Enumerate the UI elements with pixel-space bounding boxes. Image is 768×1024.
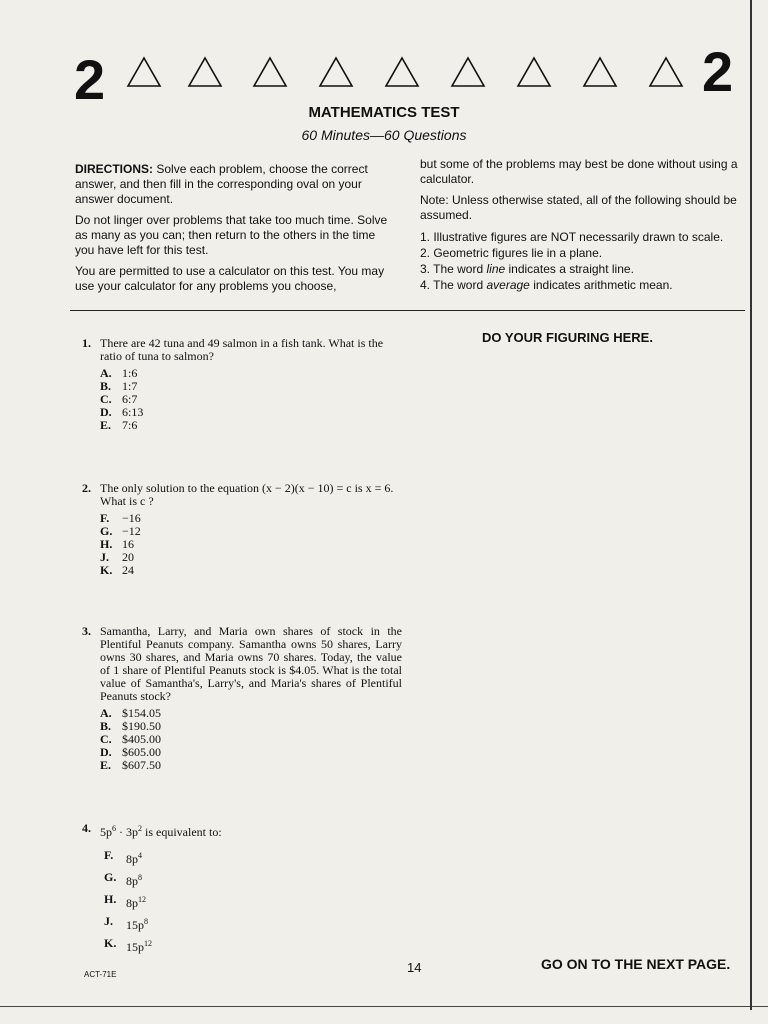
- next-page-notice: GO ON TO THE NEXT PAGE.: [541, 956, 731, 972]
- option-text: 6:13: [122, 405, 144, 419]
- option-letter: B.: [100, 379, 112, 393]
- question-text: Samantha, Larry, and Maria own shares of stock in the Plentiful Peanuts company. Samantha owns 50 shares, Larry owns 30 shares, and Maria owns 70 shares. Today, the value of 1 share of Plentiful Peanuts stock is $4.05. What is the total value of Samantha's, Larry's, and Maria's shares of Plentiful Peanuts stock?: [100, 624, 402, 703]
- question-text: The only solution to the equation (x − 2)(x − 10) = c is x = 6. What is c ?: [100, 481, 394, 508]
- triangle-icon: [318, 56, 354, 88]
- question-4: [82, 822, 402, 959]
- option-letter: J.: [104, 914, 113, 928]
- question-number: 4.: [82, 821, 91, 835]
- assumption-item: 2. Geometric figures lie in a plane.: [420, 246, 603, 260]
- page-title: MATHEMATICS TEST: [308, 104, 460, 121]
- option-letter: D.: [100, 405, 112, 419]
- option-text: $605.00: [122, 745, 161, 759]
- option-text: 16: [122, 537, 134, 551]
- option-text: $8p^8$: [126, 873, 142, 888]
- assumption-item: 4. The word average indicates arithmetic mean.: [420, 278, 673, 292]
- answer-option[interactable]: [100, 564, 402, 577]
- option-text: $15p^8$: [126, 917, 148, 932]
- question-text: $5p^6 \cdot 3p^2$ is equivalent to:: [100, 824, 222, 839]
- option-letter: K.: [104, 936, 117, 950]
- answer-option[interactable]: [104, 915, 402, 932]
- option-letter: B.: [100, 719, 112, 733]
- question-1: [82, 337, 402, 432]
- directions-label: DIRECTIONS:: [75, 162, 153, 176]
- option-letter: J.: [100, 550, 109, 564]
- option-text: $607.50: [122, 758, 161, 772]
- triangle-icon: [582, 56, 618, 88]
- directions-para-1: [75, 162, 393, 207]
- answer-option[interactable]: [100, 525, 402, 538]
- triangle-icon: [516, 56, 552, 88]
- option-letter: D.: [100, 745, 112, 759]
- question-text: There are 42 tuna and 49 salmon in a fish tank. What is the ratio of tuna to salmon?: [100, 336, 384, 363]
- triangle-icon: [450, 56, 486, 88]
- option-letter: F.: [100, 511, 110, 525]
- triangle-icon: [648, 56, 684, 88]
- assumption-item: 1. Illustrative figures are NOT necessarily drawn to scale.: [420, 230, 724, 244]
- answer-option[interactable]: [100, 380, 402, 393]
- option-letter: G.: [104, 870, 117, 884]
- answer-option[interactable]: [100, 512, 402, 525]
- section-number-right: 2: [702, 40, 734, 103]
- triangle-icon: [384, 56, 420, 88]
- answer-option[interactable]: [104, 849, 402, 866]
- page-subtitle: 60 Minutes—60 Questions: [301, 127, 467, 143]
- option-letter: F.: [104, 848, 114, 862]
- question-number: 2.: [82, 481, 91, 495]
- option-text: $190.50: [122, 719, 161, 733]
- question-3: [82, 625, 402, 772]
- answer-option[interactable]: [104, 893, 402, 910]
- option-text: $8p^4$: [126, 851, 142, 866]
- option-text: $8p^{12}$: [126, 895, 146, 910]
- option-text: 20: [122, 550, 134, 564]
- option-text: −12: [122, 524, 141, 538]
- answer-option[interactable]: [100, 406, 402, 419]
- option-letter: H.: [104, 892, 117, 906]
- question-number: 3.: [82, 624, 91, 638]
- question-2: [82, 482, 402, 577]
- directions-note: Note: Unless otherwise stated, all of the following should be assumed.: [420, 193, 737, 222]
- option-letter: H.: [100, 537, 113, 551]
- answer-option[interactable]: [100, 538, 402, 551]
- option-text: −16: [122, 511, 141, 525]
- option-text: $154.05: [122, 706, 161, 720]
- assumption-item: 3. The word line indicates a straight line.: [420, 262, 634, 276]
- triangle-icon: [187, 56, 223, 88]
- answer-option[interactable]: [100, 551, 402, 564]
- answer-option[interactable]: [100, 759, 402, 772]
- page-bottom-edge: [0, 1006, 768, 1007]
- page-right-edge: [750, 0, 752, 1010]
- answer-option[interactable]: [100, 367, 402, 380]
- answer-option[interactable]: [100, 393, 402, 406]
- question-number: 1.: [82, 336, 91, 350]
- directions-text-1: Solve each problem, choose the correct answer, and then fill in the corresponding oval on your answer document.: [75, 162, 368, 206]
- option-text: 7:6: [122, 418, 138, 432]
- option-text: $15p^{12}$: [126, 939, 152, 954]
- page-number: 14: [407, 960, 422, 975]
- directions-para-2: Do not linger over problems that take too much time. Solve as many as you can; then return to the others in the time you have left for this test.: [75, 213, 388, 257]
- option-text: 1:7: [122, 379, 138, 393]
- option-text: $405.00: [122, 732, 161, 746]
- section-number-left: 2: [74, 48, 106, 111]
- assumption-list: [420, 229, 745, 293]
- option-text: 1:6: [122, 366, 138, 380]
- option-text: 6:7: [122, 392, 138, 406]
- option-letter: E.: [100, 758, 112, 772]
- directions-para-3: You are permitted to use a calculator on this test. You may use your calculator for any problems you choose,: [75, 264, 385, 293]
- option-letter: K.: [100, 563, 113, 577]
- option-letter: E.: [100, 418, 112, 432]
- triangle-icon: [252, 56, 288, 88]
- option-letter: C.: [100, 732, 112, 746]
- option-letter: C.: [100, 392, 112, 406]
- answer-option[interactable]: [104, 937, 402, 954]
- answer-option[interactable]: [104, 871, 402, 888]
- directions-right: [420, 157, 745, 293]
- directions-para-4: but some of the problems may best be done without using a calculator.: [420, 157, 738, 186]
- directions-left: [75, 162, 393, 300]
- form-code: ACT-71E: [84, 970, 117, 979]
- answer-option[interactable]: [100, 419, 402, 432]
- option-letter: G.: [100, 524, 113, 538]
- option-text: 24: [122, 563, 134, 577]
- figuring-label: DO YOUR FIGURING HERE.: [482, 330, 653, 345]
- option-letter: A.: [100, 706, 112, 720]
- section-divider: [70, 310, 745, 311]
- option-letter: A.: [100, 366, 112, 380]
- triangle-icon: [126, 56, 162, 88]
